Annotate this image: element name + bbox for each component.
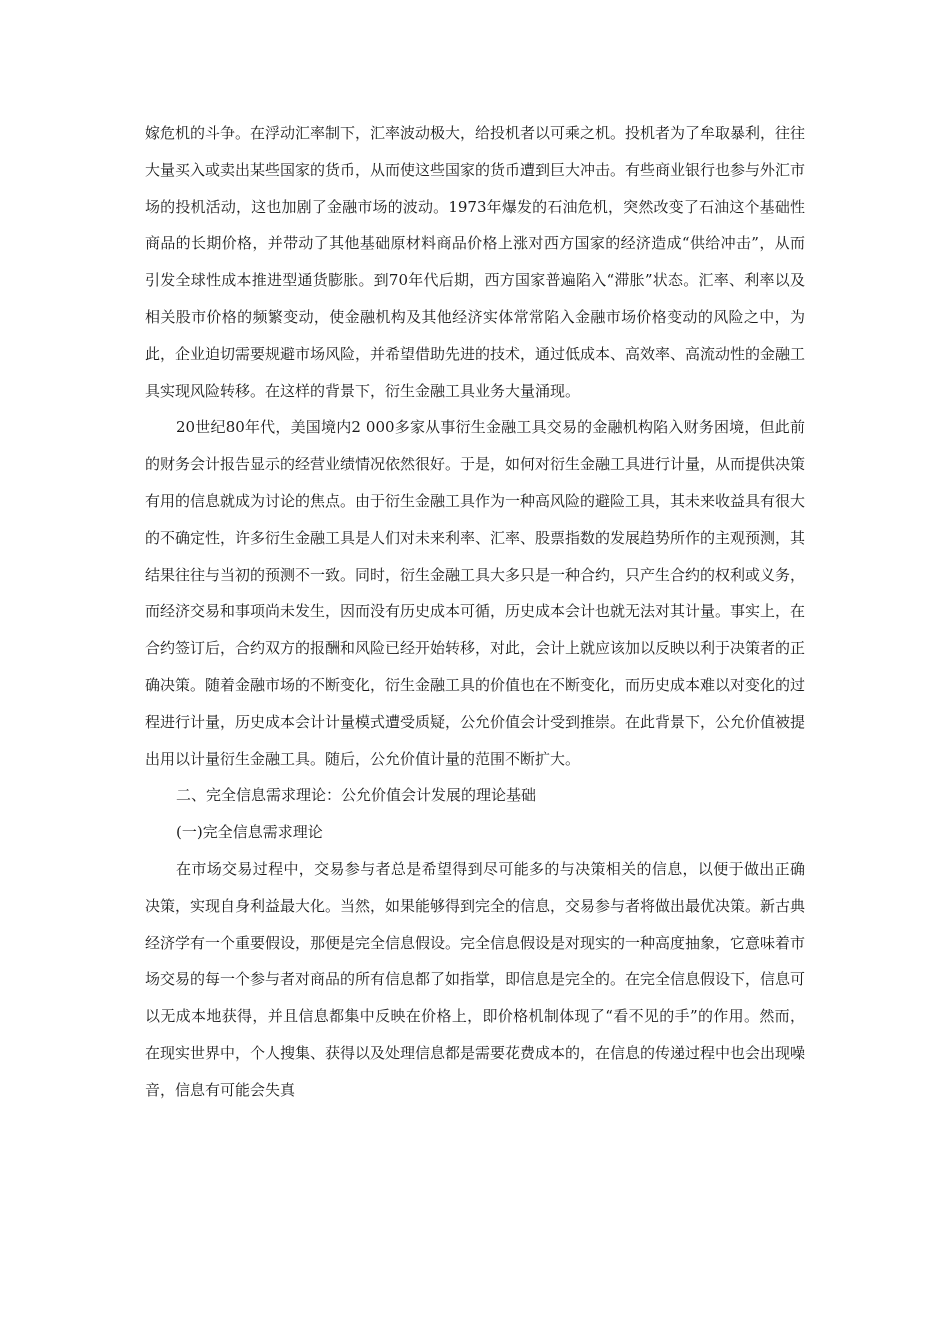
subsection-heading: (一)完全信息需求理论 [176,823,323,842]
paragraph-derivatives-1980s: 20世纪80年代，美国境内2 000多家从事衍生金融工具交易的金融机构陷入财务困境，但此前的财务会计报告显示的经营业绩情况依然很好。于是，如何对衍生金融工具进行计量，从而提供决策有用的信息就成为讨论的焦点。由于衍生金融工具作为一种高风险的避险工具，其未来收益具有很大的不确定性，许多衍生金融工具是人们对未来利率、汇率、股票指数的发展趋势所作的主观预测，其结果往往与当初的预测不一致。同时，衍生金融工具大多只是一种合约，只产生合约的权利或义务，而经济交易和事项尚未发生，因而没有历史成本可循，历史成本会计也就无法对其计量。事实上，在合约签订后，合约双方的报酬和风险已经开始转移，对此，会计上就应该加以反映以利于决策者的正确决策。随着金融市场的不断变化，衍生金融工具的价值也在不断变化，而历史成本难以对变化的过程进行计量，历史成本会计计量模式遭受质疑，公允价值会计受到推崇。在此背景下，公允价值被提出用以计量衍生金融工具。随后，公允价值计量的范围不断扩大。 [145,418,806,768]
document-page [145,115,805,1109]
paragraph-complete-information: 在市场交易过程中，交易参与者总是希望得到尽可能多的与决策相关的信息，以便于做出正确决策，实现自身利益最大化。当然，如果能够得到完全的信息，交易参与者将做出最优决策。新古典经济学有一个重要假设，那便是完全信息假设。完全信息假设是对现实的一种高度抽象，它意味着市场交易的每一个参与者对商品的所有信息都了如指掌，即信息是完全的。在完全信息假设下，信息可以无成本地获得，并且信息都集中反映在价格上，即价格机制体现了“看不见的手”的作用。然而，在现实世界中，个人搜集、获得以及处理信息都是需要花费成本的，在信息的传递过程中也会出现噪音，信息有可能会失真 [145,859,806,1099]
paragraph-continued: 嫁危机的斗争。在浮动汇率制下，汇率波动极大，给投机者以可乘之机。投机者为了牟取暴利，往往大量买入或卖出某些国家的货币，从而使这些国家的货币遭到巨大冲击。有些商业银行也参与外汇市场的投机活动，这也加剧了金融市场的波动。1973年爆发的石油危机，突然改变了石油这个基础性商品的长期价格，并带动了其他基础原材料商品价格上涨对西方国家的经济造成“供给冲击”，从而引发全球性成本推进型通货膨胀。到70年代后期，西方国家普遍陷入“滞胀”状态。汇率、利率以及相关股市价格的频繁变动，使金融机构及其他经济实体常常陷入金融市场价格变动的风险之中，为此，企业迫切需要规避市场风险，并希望借助先进的技术，通过低成本、高效率、高流动性的金融工具实现风险转移。在这样的背景下，衍生金融工具业务大量涌现。 [145,124,806,400]
section-heading: 二、完全信息需求理论：公允价值会计发展的理论基础 [176,786,537,805]
